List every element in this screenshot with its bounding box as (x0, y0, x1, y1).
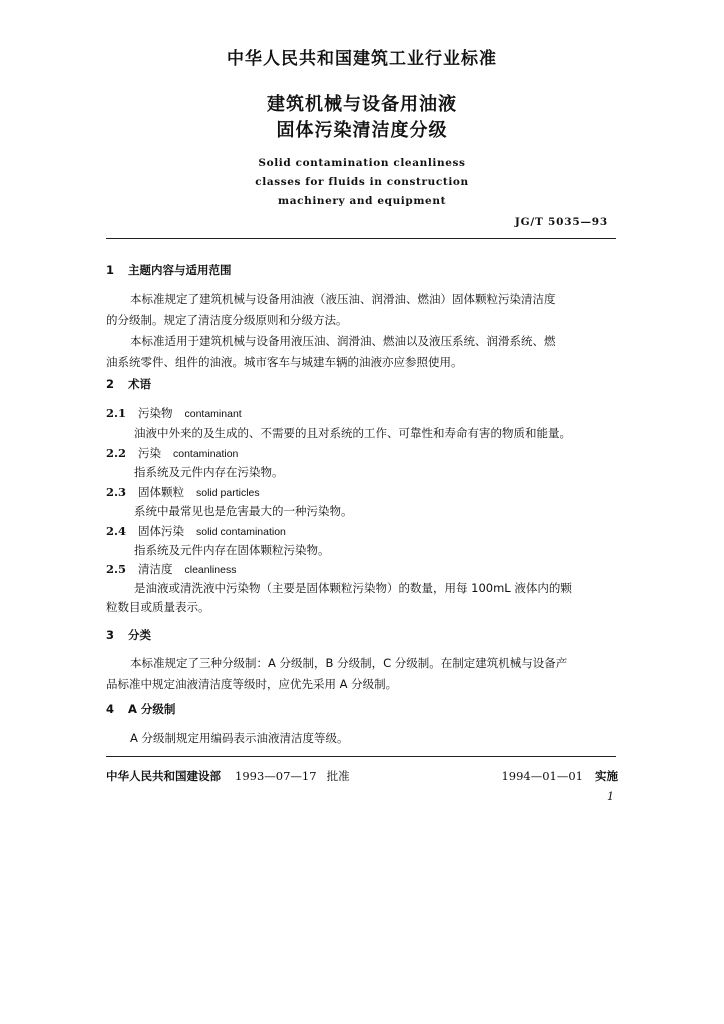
definition-text: 指系统及元件内存在污染物。 (134, 465, 284, 479)
page-number: 1 (607, 790, 614, 803)
paragraph-cont: 品标准中规定油液清洁度等级时，应优先采用 A 分级制。 (106, 677, 398, 691)
section-number: 2 (106, 377, 115, 391)
section-1-body (106, 289, 616, 373)
definition-text: 油液中外来的及生成的、不需要的且对系统的工作、可靠性和寿命有害的物质和能量。 (134, 426, 571, 440)
title-en-line2: classes for fluids in construction (255, 176, 469, 188)
section-number: 1 (106, 263, 115, 277)
section-4-heading (106, 701, 175, 717)
footer-effective (501, 768, 618, 784)
top-divider (106, 238, 616, 239)
definition-text: 系统中最常见也是危害最大的一种污染物。 (134, 504, 353, 518)
definition-text: 指系统及元件内存在固体颗粒污染物。 (134, 543, 330, 557)
section-title: 术语 (128, 377, 151, 391)
effective-date: 1994—01—01 (501, 769, 583, 783)
section-number: 3 (106, 628, 115, 642)
title-cn-line2: 固体污染清洁度分级 (276, 120, 448, 141)
definition-2-1: 2.1 污染物 contaminant (106, 406, 242, 420)
definition-text-cont: 粒数目或质量表示。 (106, 600, 210, 614)
section-title: 主题内容与适用范围 (128, 263, 232, 277)
paragraph-cont: 油系统零件、组件的油液。城市客车与城建车辆的油液亦应参照使用。 (106, 355, 463, 369)
effective-label: 实施 (595, 769, 618, 783)
section-2-heading (106, 376, 151, 392)
approve-label: 批准 (326, 769, 350, 783)
approver: 中华人民共和国建设部 (106, 769, 221, 783)
definition-2-4: 2.4 固体污染 solid contamination (106, 524, 286, 538)
paragraph: 本标准规定了建筑机械与设备用油液（液压油、润滑油、燃油）固体颗粒污染清洁度 (130, 292, 556, 306)
section-title: A 分级制 (128, 702, 176, 716)
standard-type: 中华人民共和国建筑工业行业标准 (227, 49, 497, 69)
standard-code: JG/T 5035—93 (514, 216, 608, 228)
section-3-body (106, 653, 616, 695)
approve-date: 1993—07—17 (235, 769, 317, 783)
definition-2-5: 2.5 清洁度 cleanliness (106, 562, 237, 576)
section-number: 4 (106, 702, 115, 716)
title-en-line1: Solid contamination cleanliness (258, 157, 466, 169)
title-cn-line1: 建筑机械与设备用油液 (267, 94, 457, 115)
bottom-divider (106, 756, 616, 757)
paragraph-cont: 的分级制。规定了清洁度分级原则和分级方法。 (106, 313, 348, 327)
section-title: 分类 (128, 628, 151, 642)
title-en-line3: machinery and equipment (277, 195, 447, 207)
section-3-heading (106, 627, 151, 643)
paragraph: 本标准适用于建筑机械与设备用液压油、润滑油、燃油以及液压系统、润滑系统、燃 (130, 334, 556, 348)
paragraph: A 分级制规定用编码表示油液清洁度等级。 (130, 731, 349, 745)
paragraph: 本标准规定了三种分级制：A 分级制，B 分级制，C 分级制。在制定建筑机械与设备产 (130, 656, 568, 670)
definition-text: 是油液或清洗液中污染物（主要是固体颗粒污染物）的数量，用每 100mL 液体内的颗 (134, 581, 572, 595)
section-4-body (106, 728, 616, 749)
footer-approval (106, 768, 350, 784)
section-1-heading (106, 262, 232, 278)
definition-2-2: 2.2 污染 contamination (106, 446, 239, 460)
definition-2-3: 2.3 固体颗粒 solid particles (106, 485, 260, 499)
